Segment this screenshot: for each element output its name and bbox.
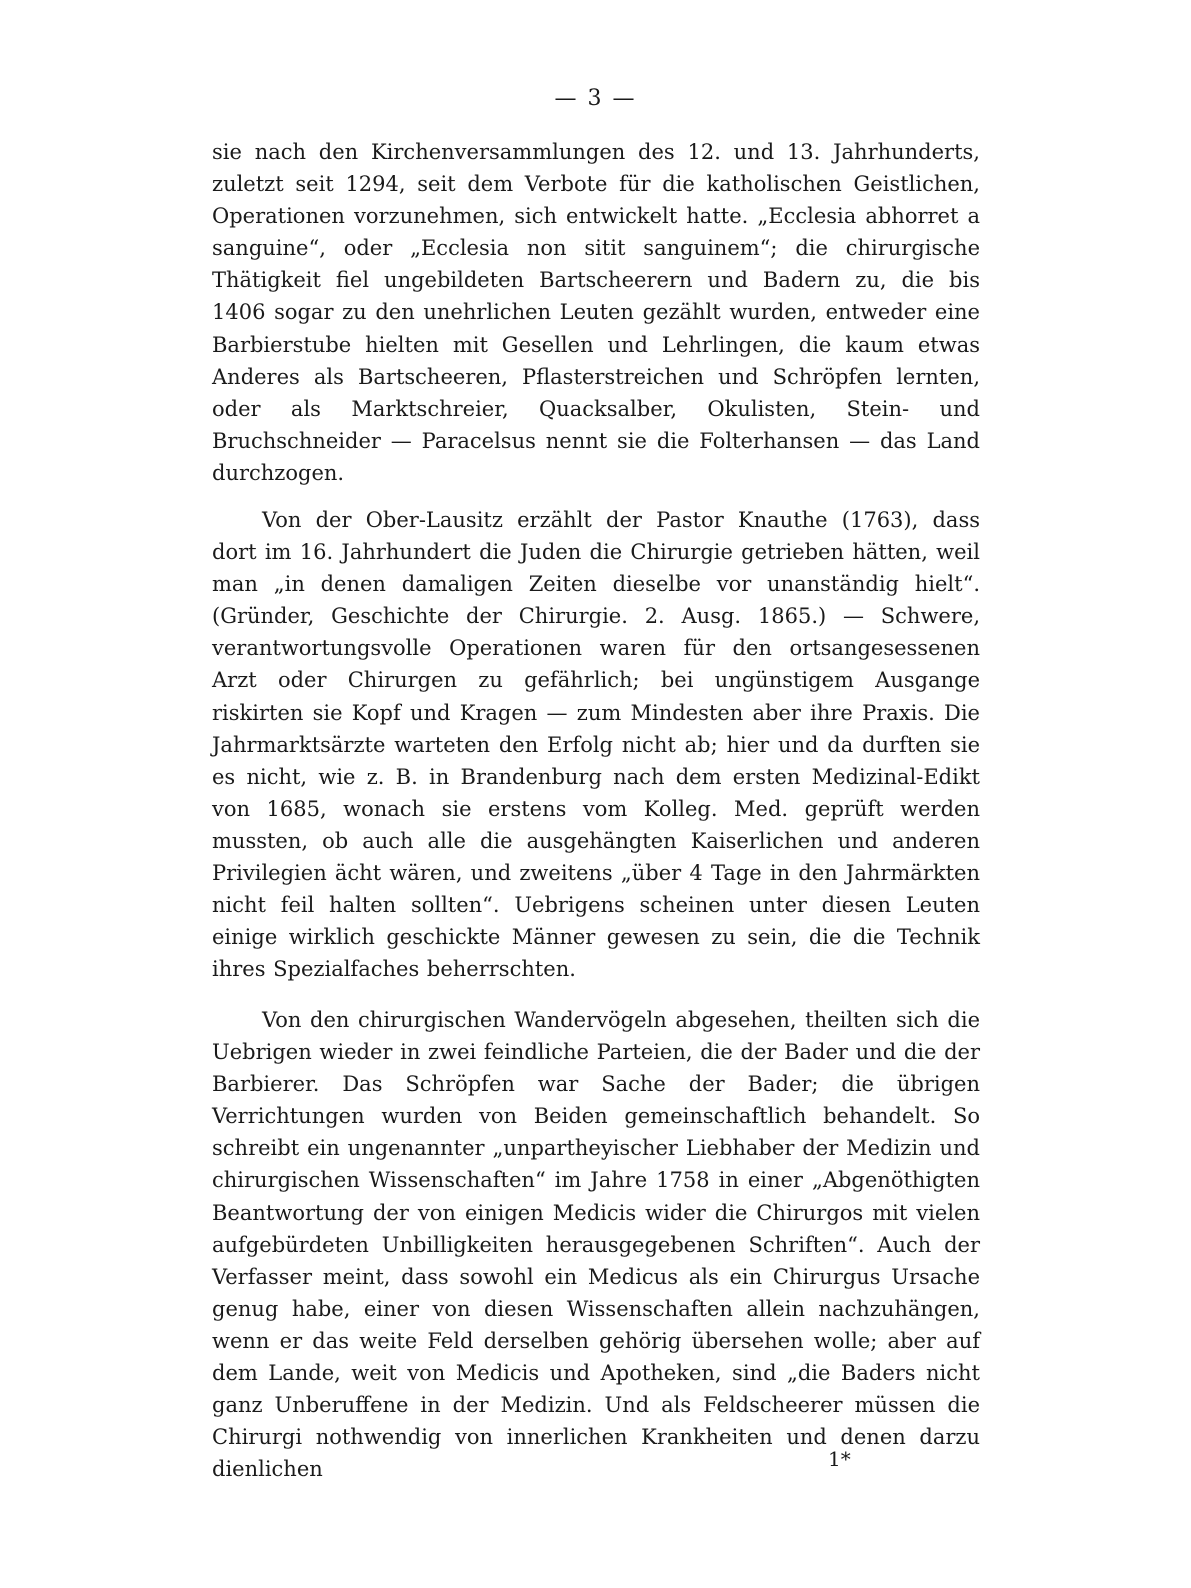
printer-signature: 1* (828, 1447, 851, 1471)
paragraph-2: Von der Ober-Lausitz erzählt der Pastor Knauthe (1763), dass dort im 16. Jahrhundert die Juden die Chirurgie getrieben hätten, weil man „in denen damaligen Zeiten dieselbe vor unanständig hielt“. (Gründer, Geschichte der Chirurgie. 2. Ausg. 1865.) — Schwere, verantwortungsvolle Operationen waren für den ortsangesessenen Arzt oder Chirurgen zu gefährlich; bei ungünstigem Ausgange riskirten sie Kopf und Kragen — zum Mindesten aber ihre Praxis. Die Jahrmarktsärzte warteten den Erfolg nicht ab; hier und da durften sie es nicht, wie z. B. in Brandenburg nach dem ersten Medizinal-Edikt von 1685, wonach sie erstens vom Kolleg. Med. geprüft werden mussten, ob auch alle die ausgehängten Kaiserlichen und anderen Privilegien ächt wären, und zweitens „über 4 Tage in den Jahrmärkten nicht feil halten sollten“. Uebrigens scheinen unter diesen Leuten einige wirklich geschickte Männer gewesen zu sein, die die Technik ihres Spezialfaches beherrschten. (212, 508, 980, 982)
paragraph-1: sie nach den Kirchenversammlungen des 12. und 13. Jahrhunderts, zuletzt seit 1294, seit dem Verbote für die katholischen Geistlichen, Operationen vorzunehmen, sich entwickelt hatte. „Ecclesia abhorret a sanguine“, oder „Ecclesia non sitit sanguinem“; die chirurgische Thätigkeit fiel ungebildeten Bartscheerern und Badern zu, die bis 1406 sogar zu den unehrlichen Leuten gezählt wurden, entweder eine Barbierstube hielten mit Gesellen und Lehrlingen, die kaum etwas Anderes als Bartscheeren, Pflasterstreichen und Schröpfen lernten, oder als Marktschreier, Quacksalber, Okulisten, Stein- und Bruchschneider — Paracelsus nennt sie die Folterhansen — das Land durchzogen. (212, 140, 980, 485)
page-number: — 3 — (554, 86, 637, 111)
paragraph-3: Von den chirurgischen Wandervögeln abgesehen, theilten sich die Uebrigen wieder in zwei feindliche Parteien, die der Bader und die der Barbierer. Das Schröpfen war Sache der Bader; die übrigen Verrichtungen wurden von Beiden gemeinschaftlich behandelt. So schreibt ein ungenannter „unpartheyischer Liebhaber der Medizin und chirurgischen Wissenschaften“ im Jahre 1758 in einer „Abgenöthigten Beantwortung der von einigen Medicis wider die Chirurgos mit vielen aufgebürdeten Unbilligkeiten herausgegebenen Schriften“. Auch der Verfasser meint, dass sowohl ein Medicus als ein Chirurgus Ursache genug habe, einer von diesen Wissenschaften allein nachzuhängen, wenn er das weite Feld derselben gehörig übersehen wolle; aber auf dem Lande, weit von Medicis und Apotheken, sind „die Baders nicht ganz Unberuffene in der Medizin. Und als Feldscheerer müssen die Chirurgi nothwendig von innerlichen Krankheiten und denen darzu dienlichen (212, 1008, 980, 1482)
